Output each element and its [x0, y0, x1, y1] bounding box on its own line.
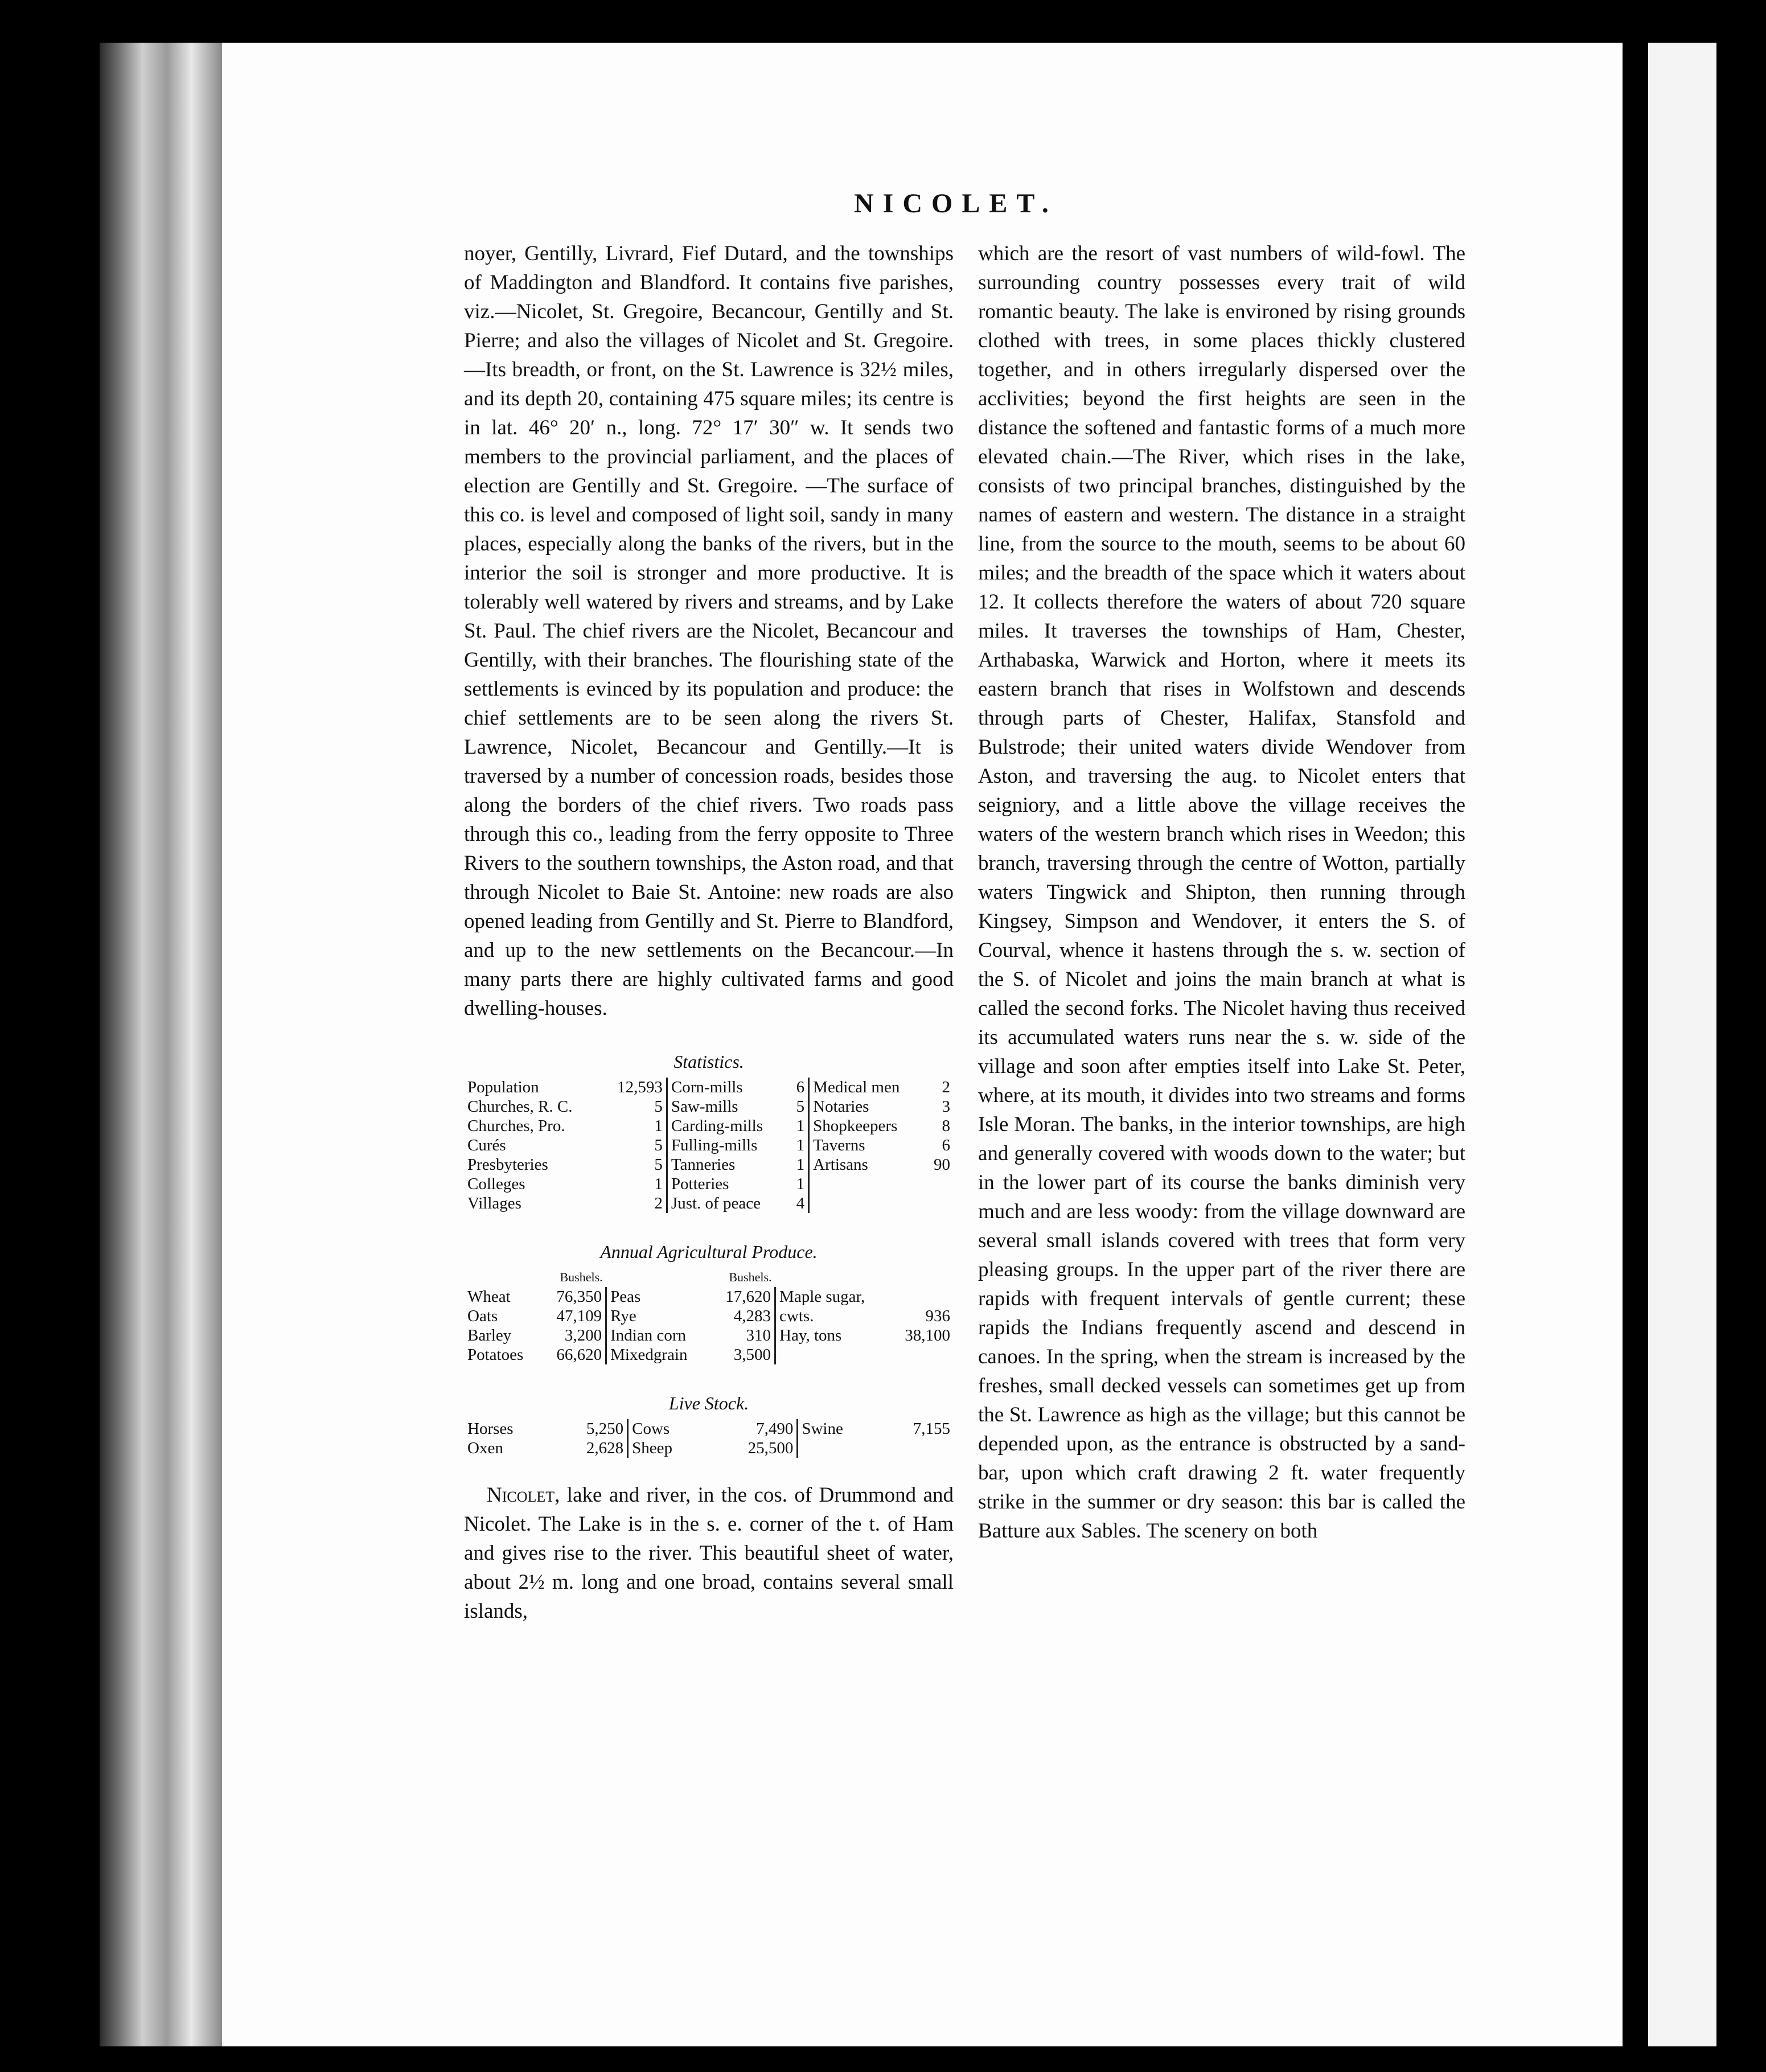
cell-value [889, 1287, 954, 1306]
cell-label: Wheat [467, 1288, 511, 1306]
cell-label: Carding-mills [667, 1116, 789, 1136]
cell-value: 7,155 [913, 1420, 950, 1438]
cell-value: 2 [654, 1194, 663, 1212]
cell-label: Medical men [809, 1078, 925, 1097]
statistics-title: Statistics. [673, 1051, 744, 1072]
cell-value: 7,490 [756, 1420, 794, 1438]
cell-label: Churches, R. C. [467, 1097, 573, 1116]
cell-label: Churches, Pro. [467, 1117, 565, 1135]
cell-label [809, 1194, 925, 1213]
cell-label: Just. of peace [667, 1194, 789, 1213]
cell-value: 1 [796, 1175, 805, 1193]
table-row [464, 1155, 954, 1174]
table-row [464, 1097, 954, 1116]
cell-value: 2 [942, 1078, 950, 1096]
cell-label: Presbyteries [467, 1156, 548, 1174]
cell-label: Barley [467, 1326, 512, 1345]
cell-label: Hay, tons [775, 1326, 890, 1345]
right-column [978, 239, 1465, 1545]
cell-value: 1 [654, 1175, 663, 1193]
body-paragraph: which are the resort of vast numbers of wild-fowl. The surrounding country possesses every trait of wild romantic beauty. The lake is environed by rising grounds clothed with trees, in some places thickly clustered together, and in others irregularly dispersed over the acclivities; beyond the first heights are seen in the distance the softened and fantastic forms of a much more elevated chain.—The River, which rises in the lake, consists of two principal branches, distinguished by the names of eastern and western. The distance in a straight line, from the source to the mouth, seems to be about 60 miles; and the breadth of the space which it waters about 12. It collects therefore the waters of about 720 square miles. It traverses the townships of Ham, Chester, Arthabaska, Warwick and Horton, where it meets its eastern branch that rises in Wolfstown and descends through parts of Chester, Halifax, Stansfold and Bulstrode; their united waters divide Wendover from Aston, and traversing the aug. to Nicolet enters that seigniory, and a little above the village receives the waters of the western branch which rises in Weedon; this branch, traversing through the centre of Wotton, partially waters Tingwick and Shipton, then running through Kingsey, Simpson and Wendover, it enters the S. of Courval, whence it hastens through the s. w. section of the S. of Nicolet and joins the main branch at what is called the second forks. The Nicolet having thus received its accumulated waters runs near the s. w. side of the village and soon after empties itself into Lake St. Peter, where, at its mouth, it divides into two streams and forms Isle Moran. The banks, in the interior townships, are high and generally covered with woods down to the water; but in the lower part of its course the banks diminish very much and are less woody: from the village downward are several small islands covered with trees that form very pleasing groups. In the upper part of the river there are rapids with frequent intervals of gentle current; these rapids the Indians frequently ascend and descend in canoes. In the spring, when the stream is increased by the freshes, small decked vessels can sometimes get up from the St. Lawrence as high as the village; but this cannot be depended upon, as the entrance is obstructed by a sand-bar, upon which craft drawing 2 ft. water frequently strike in the summer or dry season: this bar is called the Batture aux Sables. The scenery on both [978, 242, 1465, 1543]
cell-label: Fulling-mills [667, 1136, 789, 1155]
cell-value [925, 1194, 954, 1213]
table-row [464, 1116, 954, 1136]
left-column [464, 239, 954, 1626]
statistics-table [464, 1078, 954, 1213]
cell-label: Shopkeepers [809, 1116, 925, 1136]
produce-unit-header [464, 1268, 954, 1287]
cell-label: Taverns [809, 1136, 925, 1155]
cell-label: Villages [467, 1194, 521, 1212]
cell-value: 47,109 [556, 1307, 602, 1325]
cell-label: Maple sugar, [775, 1287, 890, 1306]
table-row [464, 1287, 954, 1306]
cell-label: Potteries [667, 1174, 789, 1194]
cell-label: Cows [628, 1419, 709, 1438]
table-row [464, 1326, 954, 1345]
cell-value: 12,593 [617, 1078, 663, 1096]
cell-label: Population [467, 1078, 539, 1096]
cell-value: 2,628 [586, 1439, 624, 1457]
cell-value: 5 [654, 1097, 663, 1116]
cell-value: 4 [796, 1194, 805, 1212]
page-gutter [1634, 43, 1637, 2046]
cell-value: 6 [796, 1078, 805, 1096]
cell-label [775, 1345, 890, 1364]
produce-title: Annual Agricultural Produce. [600, 1241, 818, 1262]
cell-label: Potatoes [467, 1346, 524, 1364]
cell-value: 1 [796, 1117, 805, 1135]
entry-headword: Nicolet [487, 1483, 555, 1507]
cell-value: 1 [796, 1156, 805, 1174]
unit-header: Bushels. [729, 1270, 772, 1284]
cell-label: Horses [467, 1420, 514, 1438]
entry-paragraph [464, 1481, 954, 1626]
cell-label: Swine [798, 1419, 880, 1438]
cell-label [798, 1438, 880, 1458]
table-row [464, 1136, 954, 1155]
cell-value: 25,500 [748, 1439, 794, 1457]
cell-value [925, 1174, 954, 1194]
cell-label: Curés [467, 1136, 506, 1154]
table-row [464, 1438, 954, 1458]
cell-value: 5 [654, 1136, 663, 1154]
table-row [464, 1078, 954, 1097]
book-spine [100, 43, 222, 2046]
table-row [464, 1419, 954, 1438]
facing-page-edge [1648, 43, 1716, 2046]
cell-label [809, 1174, 925, 1194]
cell-value: 1 [796, 1136, 805, 1154]
table-row [464, 1306, 954, 1326]
cell-label: Sheep [628, 1438, 709, 1458]
cell-label: Colleges [467, 1175, 525, 1193]
cell-label: Mixedgrain [606, 1345, 710, 1364]
table-row [464, 1174, 954, 1194]
produce-table [464, 1268, 954, 1364]
cell-label: Peas [606, 1287, 710, 1306]
running-header: NICOLET. [854, 188, 1058, 219]
cell-label: Corn-mills [667, 1078, 789, 1097]
cell-value: 90 [934, 1156, 950, 1174]
cell-value [889, 1345, 954, 1364]
cell-label: cwts. [775, 1306, 890, 1326]
cell-label: Rye [606, 1306, 710, 1326]
cell-value: 5 [796, 1097, 805, 1116]
cell-value: 6 [942, 1136, 950, 1154]
cell-value: 3,500 [733, 1346, 771, 1364]
cell-label: Oats [467, 1307, 498, 1325]
livestock-table [464, 1419, 954, 1458]
cell-value: 8 [942, 1117, 950, 1135]
cell-value: 17,620 [725, 1288, 771, 1306]
cell-value: 3 [942, 1097, 950, 1116]
body-paragraph: noyer, Gentilly, Livrard, Fief Dutard, and the townships of Maddington and Blandford. It contains five parishes, viz.—Nicolet, St. Gregoire, Becancour, Gentilly and St. Pierre; and also the villages of Nicolet and St. Gregoire.—Its breadth, or front, on the St. Lawrence is 32½ miles, and its depth 20, containing 475 square miles; its centre is in lat. 46° 20′ n., long. 72° 17′ 30″ w. It sends two members to the provincial parliament, and the places of election are Gentilly and St. Gregoire. —The surface of this co. is level and composed of light soil, sandy in many places, especially along the banks of the rivers, but in the interior the soil is stronger and more productive. It is tolerably well watered by rivers and streams, and by Lake St. Paul. The chief rivers are the Nicolet, Becancour and Gentilly, with their branches. The flourishing state of the settlements is evinced by its population and produce: the chief settlements are to be seen along the rivers St. Lawrence, Nicolet, Becancour and Gentilly.—It is traversed by a number of concession roads, besides those along the borders of the chief rivers. Two roads pass through this co., leading from the ferry opposite to Three Rivers to the southern townships, the Aston road, and that through Nicolet to Baie St. Antoine: new roads are also opened leading from Gentilly and St. Pierre to Blandford, and up to the new settlements on the Becancour.—In many parts there are highly cultivated farms and good dwelling-houses. [464, 242, 954, 1020]
cell-value: 76,350 [556, 1288, 602, 1306]
table-row [464, 1194, 954, 1213]
cell-label: Tanneries [667, 1155, 789, 1174]
cell-value: 310 [746, 1326, 771, 1345]
cell-value: 4,283 [733, 1307, 771, 1325]
cell-value: 66,620 [556, 1346, 602, 1364]
livestock-title: Live Stock. [668, 1393, 749, 1413]
cell-label: Artisans [809, 1155, 925, 1174]
unit-header: Bushels. [560, 1270, 603, 1284]
cell-value: 5 [654, 1156, 663, 1174]
cell-value: 936 [925, 1307, 950, 1325]
cell-label: Oxen [467, 1439, 503, 1457]
cell-value: 3,200 [564, 1326, 602, 1345]
cell-value: 38,100 [905, 1326, 950, 1345]
entry-text: , lake and river, in the cos. of Drummond and Nicolet. The Lake is in the s. e. corner of the t. of Ham and gives rise to the river. This beautiful sheet of water, about 2½ m. long and one broad, contains several small islands, [464, 1483, 954, 1623]
table-row [464, 1345, 954, 1364]
cell-value: 5,250 [586, 1420, 624, 1438]
cell-value: 1 [654, 1117, 663, 1135]
cell-label: Indian corn [606, 1326, 710, 1345]
cell-label: Saw-mills [667, 1097, 789, 1116]
cell-label: Notaries [809, 1097, 925, 1116]
cell-value [880, 1438, 954, 1458]
